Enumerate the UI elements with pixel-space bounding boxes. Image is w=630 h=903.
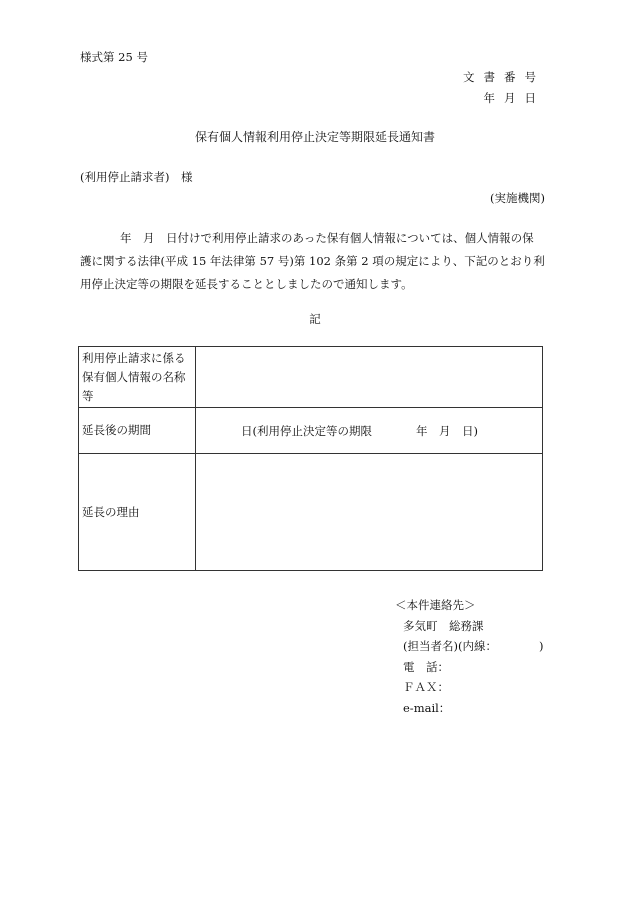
document-date-field: 年月日 [483, 91, 545, 105]
contact-phone: 電 話： [403, 659, 449, 674]
contact-heading: ＜本件連絡先＞ [395, 598, 476, 612]
information-name-value [196, 347, 543, 408]
contact-block [395, 595, 544, 718]
contact-department: 多気町 総務課 [403, 618, 484, 633]
extension-reason-label: 延長の理由 [79, 454, 196, 571]
extended-period-label: 延長後の期間 [79, 408, 196, 454]
detail-table [78, 346, 543, 571]
information-name-label: 利用停止請求に係る保有個人情報の名称等 [79, 347, 196, 408]
contact-person: (担当者名)(内線： [403, 639, 497, 653]
document-number-field: 文書番号 [463, 70, 545, 84]
extended-period-value [196, 408, 543, 454]
ki-heading: 記 [309, 312, 321, 326]
contact-person-close: ) [539, 639, 544, 653]
table-row-extension-reason [79, 454, 543, 571]
notice-body-text: 年 月 日付けで利用停止請求のあった保有個人情報については、個人情報の保護に関する法律(平成 15 年法律第 57 号)第 102 条第 2 項の規定により、下記のとおり利用停止決定等の期限を延長することとしましたので通知します。 [80, 231, 545, 291]
contact-fax: ＦＡＸ： [403, 680, 449, 694]
deadline-date-text: 年 月 日) [416, 423, 478, 438]
table-row-information-name [79, 347, 543, 408]
extension-reason-value [196, 454, 543, 571]
contact-email: e-mail： [403, 700, 451, 715]
form-number: 様式第 25 号 [80, 50, 148, 64]
contact-person-line [395, 636, 544, 657]
issuing-agency: (実施機関) [490, 191, 545, 205]
extended-period-text: 日(利用停止決定等の期限 [241, 423, 372, 438]
table-row-extended-period [79, 408, 543, 454]
document-title: 保有個人情報利用停止決定等期限延長通知書 [194, 130, 435, 144]
addressee: (利用停止請求者) 様 [80, 170, 193, 184]
